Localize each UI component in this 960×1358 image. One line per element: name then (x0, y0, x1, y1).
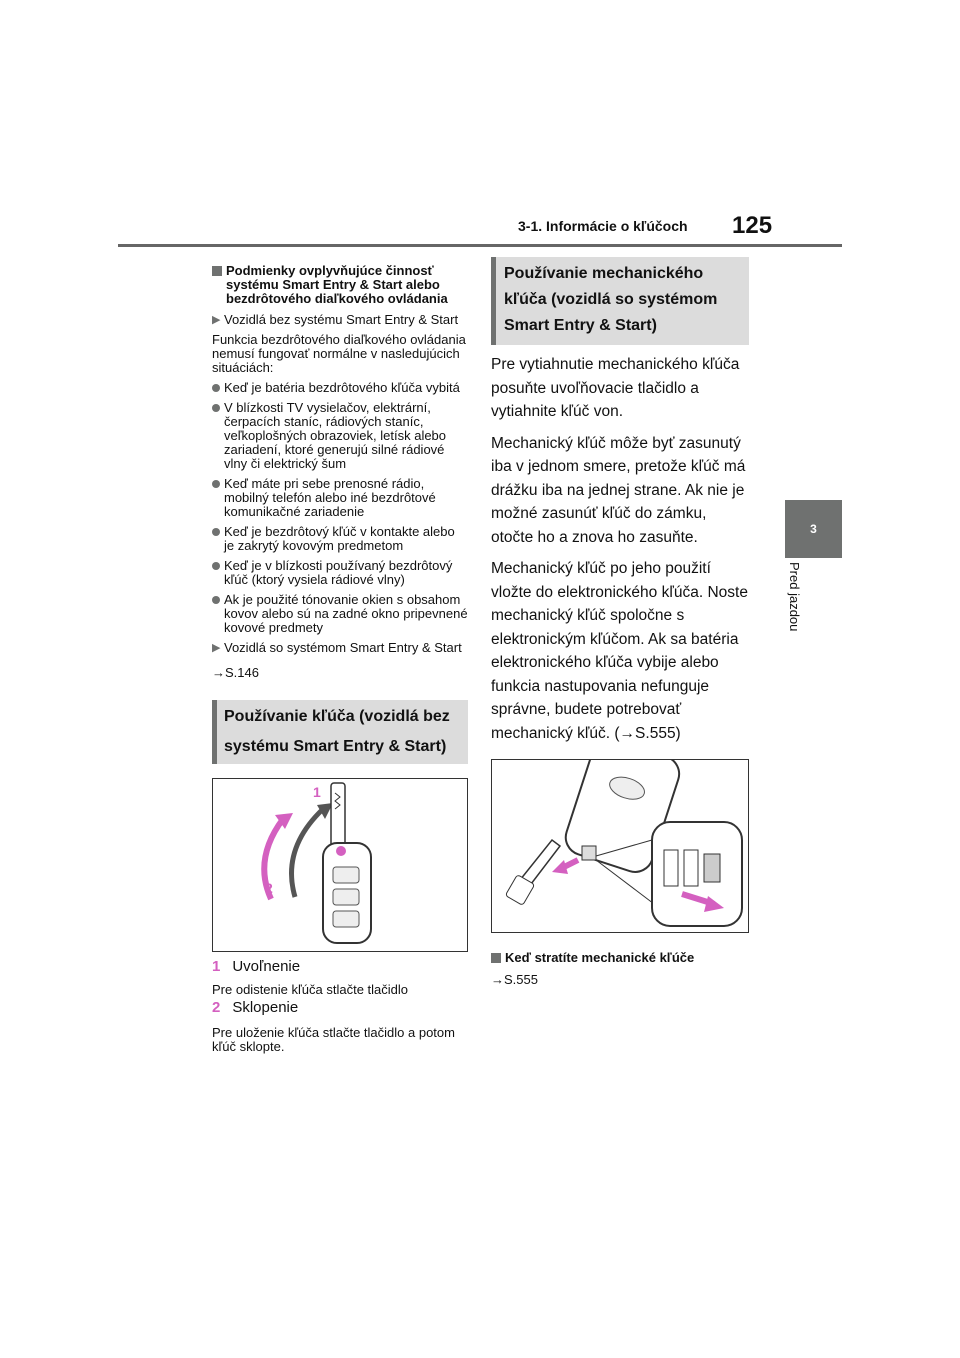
step-1 (212, 958, 468, 975)
lost-key-page-reference[interactable]: →S.555 (491, 972, 538, 987)
lock-button (333, 867, 359, 883)
square-bullet-icon (212, 266, 222, 276)
flip-key-figure (212, 778, 468, 952)
step-1-number: 1 (212, 958, 221, 975)
page-reference-link[interactable]: →S.146 (212, 665, 259, 680)
list-item: Ak je použité tónovanie okien s obsahom kovov alebo sú na zadné okno pripevnené kovové predmety (212, 593, 468, 635)
page-number: 125 (732, 212, 773, 239)
key-usage-banner: Používanie kľúča (vozidlá bez systému Smart Entry & Start) (212, 700, 468, 764)
key-blade (331, 783, 345, 847)
square-bullet-icon (491, 953, 501, 963)
conditions-heading: Podmienky ovplyvňujúce činnosť systému Smart Entry & Start alebo bezdrôtového diaľkového ovládania (212, 264, 468, 306)
chapter-tab[interactable]: 3 (785, 500, 842, 558)
with-smart-entry-label: ▶ Vozidlá so systémom Smart Entry & Start (212, 640, 462, 655)
triangle-bullet-icon: ▶ (212, 314, 221, 326)
release-tab (704, 854, 720, 882)
step-2-number: 2 (212, 999, 221, 1016)
list-item: Keď je bezdrôtový kľúč v kontakte alebo je zakrytý kovovým predmetom (212, 525, 468, 553)
release-slide (582, 846, 596, 860)
step-2-description: Pre uloženie kľúča stlačte tlačidlo a potom kľúč sklopte. (212, 1025, 455, 1054)
mechanical-key-banner: Používanie mechanického kľúča (vozidlá so systémom Smart Entry & Start) (491, 257, 749, 345)
step-1-title: Uvoľnenie (232, 958, 301, 975)
body-paragraph-3: Mechanický kľúč po jeho použití vložte do elektronického kľúča. Noste mechanický kľúč spoločne s elektronickým kľúčom. Ak sa batéria elektronického kľúča vybije alebo funkcia nastupovania nefunguje správne, budete potrebovať mechanický kľúč. (→S.555) (491, 560, 748, 742)
dot-bullet-icon (212, 480, 220, 488)
mechanical-key-figure (491, 759, 749, 933)
dot-bullet-icon (212, 384, 220, 392)
release-button-marker (336, 846, 346, 856)
flip-key-illustration (213, 779, 467, 951)
step-2 (212, 999, 468, 1016)
list-item: Keď máte pri sebe prenosné rádio, mobilný telefón alebo iné bezdrôtové komunikačné zariadenie (212, 477, 468, 519)
chapter-tab-label: Pred jazdou (787, 562, 802, 632)
triangle-bullet-icon: ▶ (212, 642, 221, 654)
list-item: V blízkosti TV vysielačov, elektrární, čerpacích staníc, rádiových staníc, veľkoplošných obrazoviek, letísk alebo zariadení, ktoré generujú silné rádiové vlny či elektrický šum (212, 401, 468, 471)
dot-bullet-icon (212, 596, 220, 604)
chapter-title: 3-1. Informácie o kľúčoch (518, 218, 688, 234)
mechanical-key-illustration (492, 760, 748, 932)
body-paragraph-1: Pre vytiahnutie mechanického kľúča posuňte uvoľňovacie tlačidlo a vytiahnite kľúč von. (491, 356, 740, 420)
without-smart-entry-label: ▶ Vozidlá bez systému Smart Entry & Start (212, 312, 459, 327)
trunk-button (333, 911, 359, 927)
step-1-description: Pre odistenie kľúča stlačte tlačidlo (212, 982, 409, 997)
slot-left (664, 850, 678, 886)
figure-label-2: 2 (265, 880, 273, 896)
right-column (491, 257, 749, 987)
step-2-title: Sklopenie (232, 999, 299, 1016)
figure-label-1: 1 (313, 784, 321, 800)
release-arrow (292, 809, 324, 897)
dot-bullet-icon (212, 528, 220, 536)
conditions-list (212, 381, 468, 635)
intro-text: Funkcia bezdrôtového diaľkového ovládania nemusí fungovať normálne v nasledujúcich situáciách: (212, 332, 466, 375)
list-item: Keď je v blízkosti používaný bezdrôtový kľúč (ktorý vysiela rádiové vlny) (212, 559, 468, 587)
lost-key-heading: Keď stratíte mechanické kľúče (491, 951, 749, 965)
list-item: Keď je batéria bezdrôtového kľúča vybitá (212, 381, 468, 395)
dot-bullet-icon (212, 562, 220, 570)
slot-middle (684, 850, 698, 886)
body-paragraph-2: Mechanický kľúč môže byť zasunutý iba v jednom smere, pretože kľúč má drážku iba na jednej strane. Ak nie je možné zasunúť kľúč do zámku, otočte ho a znova ho zasuňte. (491, 434, 746, 546)
dot-bullet-icon (212, 404, 220, 412)
pull-arrow-head-icon (552, 860, 568, 874)
unlock-button (333, 889, 359, 905)
header-divider (118, 244, 842, 247)
left-column (212, 264, 468, 1054)
